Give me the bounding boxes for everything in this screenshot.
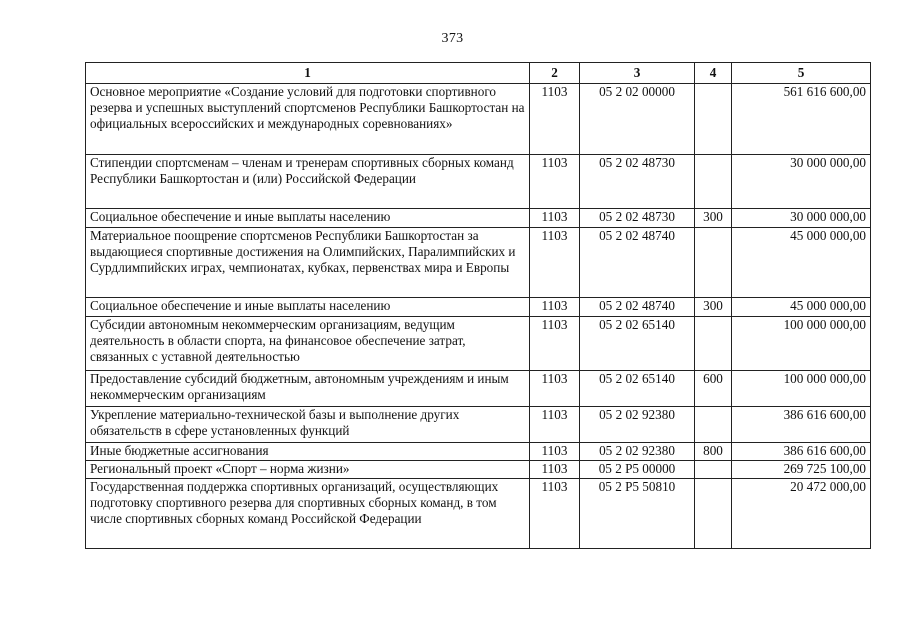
table-row [86, 84, 871, 155]
row-amount: 100 000 000,00 [732, 371, 871, 407]
row-section: 1103 [530, 461, 580, 479]
row-target: 05 2 02 00000 [580, 84, 695, 155]
row-amount: 45 000 000,00 [732, 228, 871, 298]
row-type: 600 [695, 371, 732, 407]
row-amount: 386 616 600,00 [732, 407, 871, 443]
header-col-4: 4 [695, 63, 732, 84]
row-name: Региональный проект «Спорт – норма жизни» [86, 461, 530, 479]
row-type [695, 317, 732, 371]
row-type [695, 407, 732, 443]
page-number: 373 [441, 31, 464, 46]
row-section: 1103 [530, 317, 580, 371]
row-type [695, 228, 732, 298]
row-name: Социальное обеспечение и иные выплаты населению [86, 209, 530, 228]
table-row [86, 209, 871, 228]
row-section: 1103 [530, 479, 580, 549]
row-type [695, 461, 732, 479]
row-target: 05 2 02 65140 [580, 371, 695, 407]
row-amount: 269 725 100,00 [732, 461, 871, 479]
row-type: 300 [695, 298, 732, 317]
header-col-3: 3 [580, 63, 695, 84]
row-target: 05 2 02 48730 [580, 155, 695, 209]
table-row [86, 461, 871, 479]
row-name: Иные бюджетные ассигнования [86, 443, 530, 461]
row-section: 1103 [530, 155, 580, 209]
table-header-row [86, 63, 871, 84]
row-name: Материальное поощрение спортсменов Республики Башкортостан за выдающиеся спортивные достижения на Олимпийских, Паралимпийских и Сурдлимпийских играх, чемпионатах, кубках, первенствах мира и Европы [86, 228, 530, 298]
row-section: 1103 [530, 228, 580, 298]
row-section: 1103 [530, 443, 580, 461]
row-type [695, 155, 732, 209]
row-name: Социальное обеспечение и иные выплаты населению [86, 298, 530, 317]
row-name: Государственная поддержка спортивных организаций, осуществляющих подготовку спортивного резерва для спортивных сборных команд, в том числе спортивных сборных команд Российской Федерации [86, 479, 530, 549]
table-row [86, 228, 871, 298]
row-target: 05 2 02 92380 [580, 407, 695, 443]
row-section: 1103 [530, 371, 580, 407]
row-section: 1103 [530, 298, 580, 317]
row-target: 05 2 02 65140 [580, 317, 695, 371]
table-row [86, 317, 871, 371]
row-amount: 30 000 000,00 [732, 155, 871, 209]
row-section: 1103 [530, 209, 580, 228]
header-col-5: 5 [732, 63, 871, 84]
row-amount: 30 000 000,00 [732, 209, 871, 228]
row-target: 05 2 P5 50810 [580, 479, 695, 549]
table-row [86, 371, 871, 407]
table-row [86, 443, 871, 461]
row-amount: 45 000 000,00 [732, 298, 871, 317]
row-amount: 20 472 000,00 [732, 479, 871, 549]
row-type [695, 479, 732, 549]
row-name: Субсидии автономным некоммерческим организациям, ведущим деятельность в области спорта, на финансовое обеспечение затрат, связанных с уставной деятельностью [86, 317, 530, 371]
row-section: 1103 [530, 407, 580, 443]
row-name: Основное мероприятие «Создание условий для подготовки спортивного резерва и успешных выступлений спортсменов Республики Башкортостан на официальных всероссийских и международных соревнованиях» [86, 84, 530, 155]
table-row [86, 479, 871, 549]
budget-table [85, 62, 871, 549]
row-target: 05 2 02 48730 [580, 209, 695, 228]
row-type: 300 [695, 209, 732, 228]
header-col-2: 2 [530, 63, 580, 84]
row-target: 05 2 02 48740 [580, 228, 695, 298]
row-type: 800 [695, 443, 732, 461]
table-row [86, 155, 871, 209]
row-target: 05 2 P5 00000 [580, 461, 695, 479]
row-target: 05 2 02 48740 [580, 298, 695, 317]
row-amount: 100 000 000,00 [732, 317, 871, 371]
row-name: Укрепление материально-технической базы и выполнение других обязательств в сфере установленных функций [86, 407, 530, 443]
row-name: Предоставление субсидий бюджетным, автономным учреждениям и иным некоммерческим организациям [86, 371, 530, 407]
table-row [86, 298, 871, 317]
row-amount: 386 616 600,00 [732, 443, 871, 461]
header-col-1: 1 [86, 63, 530, 84]
table-row [86, 407, 871, 443]
row-type [695, 84, 732, 155]
row-amount: 561 616 600,00 [732, 84, 871, 155]
row-section: 1103 [530, 84, 580, 155]
row-name: Стипендии спортсменам – членам и тренерам спортивных сборных команд Республики Башкортостан и (или) Российской Федерации [86, 155, 530, 209]
row-target: 05 2 02 92380 [580, 443, 695, 461]
